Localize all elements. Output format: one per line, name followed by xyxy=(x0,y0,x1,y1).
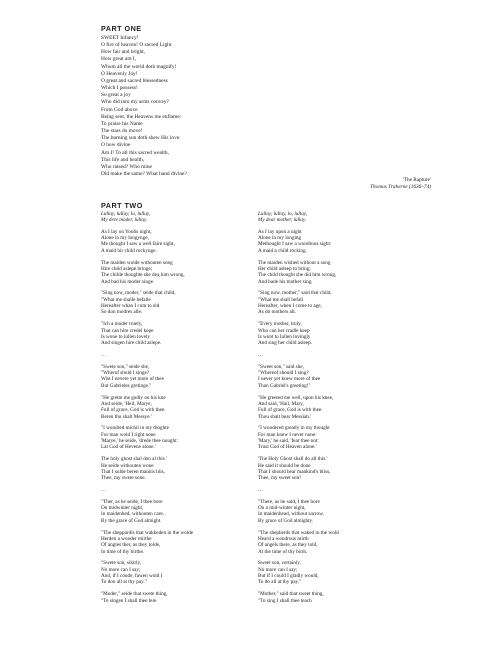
modern-english-line: "Whereof should I sing? xyxy=(258,370,309,377)
stanza xyxy=(258,364,408,389)
middle-english-line: Me thought I saw a well faire sight, xyxy=(101,241,175,248)
middle-english-line: "Sing now, moder," seide that child, xyxy=(101,290,176,297)
stanza xyxy=(101,591,251,604)
middle-english-line: That can hire credel kepe xyxy=(101,327,154,334)
modern-english-column xyxy=(258,211,408,610)
stanza xyxy=(101,229,251,254)
middle-english-line: 'Marye,' he seide, 'drede thee nought: xyxy=(101,438,178,445)
middle-english-line: Lat God of Hevene alone.' xyxy=(101,444,156,451)
middle-english-line: For man wold I right none xyxy=(101,431,156,438)
modern-english-line: Of angels there, as they told, xyxy=(258,542,318,549)
poem-line: How great am I, xyxy=(101,56,137,63)
modern-english-line: Who can her cradle keep xyxy=(258,327,310,334)
modern-english-line: That I should bear mankind's bliss, xyxy=(258,469,331,475)
middle-english-line: "Wherof shuld I singe? xyxy=(101,370,150,377)
modern-english-line: Lullay, lullay, la, lullay, xyxy=(258,211,308,217)
modern-english-line: Alone in my longing xyxy=(258,235,302,242)
stanza xyxy=(101,364,251,389)
middle-english-line: No more can I say; xyxy=(101,566,141,573)
middle-english-line: Of angles ther, as they tolde, xyxy=(101,542,161,549)
poem-line: So great a joy xyxy=(101,92,131,99)
middle-english-line: On midwinter night, xyxy=(101,505,144,512)
modern-english-line: Thou shalt bear Messiah.' xyxy=(258,413,312,420)
modern-english-line: … xyxy=(258,352,264,359)
middle-english-line: In maidenhed, withouten care, xyxy=(101,511,164,518)
modern-english-line: Than Gabriel's greeting!" xyxy=(258,382,311,389)
omission-marker xyxy=(258,352,408,358)
modern-english-line: 'The Holy Ghost shall do all this.' xyxy=(258,456,328,463)
modern-english-line: Sweet son, certainly, xyxy=(258,560,301,567)
middle-english-line: And singen hire child aslepe. xyxy=(101,340,162,347)
middle-english-line: "Swete son," seide she, xyxy=(101,363,150,370)
poem-line: O great and sacred blessedness xyxy=(101,77,168,84)
modern-english-line: To do all at thy pay." xyxy=(258,579,302,586)
middle-english-line: And, if I coude, fawen wold I xyxy=(101,573,163,580)
poem-line: Am I! To all this sacred wealth, xyxy=(101,149,169,156)
modern-english-line: No more can I say; xyxy=(258,566,298,573)
middle-english-line: As I lay on Yoolis night, xyxy=(101,228,152,235)
modern-english-line: On a mid-winter night, xyxy=(258,505,306,512)
stanza xyxy=(258,591,408,604)
stanza xyxy=(101,290,251,315)
poem-line: Who raised? Who mine xyxy=(101,163,152,170)
modern-english-line: For man knew I never none: xyxy=(258,431,317,438)
modern-english-line: "Every mother, truly, xyxy=(258,321,302,328)
modern-english-line: "Mother," said that sweet thing, xyxy=(258,591,324,598)
poem-line: Which I possess! xyxy=(101,85,138,92)
stanza xyxy=(101,260,251,285)
omission-marker xyxy=(258,487,408,493)
middle-english-line: The childe thoughte she dед him wrong, xyxy=(101,272,185,279)
middle-english-line: "Ther, as he seide, I thee bore xyxy=(101,498,163,505)
poem-line: The stars do move! xyxy=(101,128,143,135)
middle-english-line: Full of grace, God is with thee. xyxy=(101,407,166,414)
modern-english-line: As do mothers all. xyxy=(258,309,297,316)
poem-line: To praise his Name xyxy=(101,120,143,127)
poem-line: Being sent, the Heavens me enflame: xyxy=(101,113,182,120)
modern-english-line: "He greeted me well, upon his knee, xyxy=(258,394,334,401)
modern-english-line: I never yet knew more of thee xyxy=(258,376,321,383)
middle-english-column xyxy=(101,211,251,610)
middle-english-line: "Swete son, sikirly, xyxy=(101,560,142,567)
modern-english-line: Hereafter, when I come to age, xyxy=(258,303,322,310)
middle-english-line: "The sheppardis that wakkeden in the wolde xyxy=(101,529,194,536)
middle-english-line: Hire child aslepe bringe; xyxy=(101,265,153,272)
middle-english-line: Lullay, lullay, la, lullay, xyxy=(101,211,151,217)
poem-line: Did make the same? What hand divine? xyxy=(101,170,187,177)
modern-english-line: "I wondered greatly in my thought xyxy=(258,425,330,432)
stanza xyxy=(101,499,251,524)
stanza xyxy=(258,425,408,450)
middle-english-line: Herden a wonder mirthe xyxy=(101,535,152,542)
middle-english-line: My dere moder, lullay. xyxy=(101,217,148,224)
modern-english-line: 'Mary,' he said, 'fear thee not: xyxy=(258,438,319,445)
modern-english-line: "What me shall befall xyxy=(258,296,304,303)
refrain xyxy=(258,211,408,224)
modern-english-line: "To sing I shall thee teach xyxy=(258,597,312,604)
modern-english-line: He said it should be done xyxy=(258,462,311,469)
stanza xyxy=(101,425,251,450)
modern-english-line: And said, 'Hail, Mary, xyxy=(258,400,304,407)
modern-english-line: Is wont to lullen lovingly xyxy=(258,334,311,340)
stanza xyxy=(101,395,251,420)
modern-english-line: Her child asleep to bring; xyxy=(258,265,311,272)
stanza xyxy=(258,456,408,481)
stanza xyxy=(258,395,408,420)
middle-english-line: The holy ghost shal don al this.' xyxy=(101,456,167,463)
middle-english-line: "Moder," seide that swete thing, xyxy=(101,591,168,598)
modern-english-line: By grace of God almighty. xyxy=(258,517,314,524)
poem-line: Who did into my arms convey? xyxy=(101,99,169,106)
poem-line: The burning sun doth shew His love. xyxy=(101,135,181,142)
stanza xyxy=(258,290,408,315)
poem-line: O how divine xyxy=(101,142,131,149)
modern-english-line: "Sing now, mother," said that child, xyxy=(258,290,332,297)
source-author: Thomas Traherne (1636–74) xyxy=(370,184,431,190)
stanza xyxy=(258,260,408,285)
middle-english-line: … xyxy=(101,352,107,359)
modern-english-line: The maiden wished without a song xyxy=(258,259,331,266)
stanza xyxy=(101,456,251,481)
source-title: 'The Rapture' xyxy=(402,177,431,183)
modern-english-line: And sing her child asleep. xyxy=(258,340,313,347)
middle-english-line: So don modres alle. xyxy=(101,309,143,316)
poem-line: O fire of heaven! O sacred Light xyxy=(101,42,172,49)
modern-english-line: At the time of thy birth. xyxy=(258,548,308,555)
modern-english-line: As I lay upon a night xyxy=(258,228,302,235)
part-one-heading: PART ONE xyxy=(101,24,142,33)
omission-marker xyxy=(101,487,251,493)
middle-english-line: "He grette me godly on his kne xyxy=(101,394,166,401)
modern-english-line: "The shepherds that waked in the wold xyxy=(258,529,339,536)
modern-english-line: The child thought she did him wrong, xyxy=(258,272,337,279)
poem-line: Whom all the world doth magnify! xyxy=(101,63,177,70)
middle-english-line: In time of thy birthe. xyxy=(101,548,145,555)
middle-english-line: "I wondred michil in my thoghte xyxy=(101,425,169,432)
refrain xyxy=(101,211,251,224)
middle-english-line: Beren thu shalt Messye.' xyxy=(101,413,152,420)
poem-line: From God above xyxy=(101,106,138,113)
modern-english-line: But if I could I gladly would, xyxy=(258,573,319,580)
stanza xyxy=(258,229,408,254)
modern-english-line: Thee, my sweet son! xyxy=(258,475,301,482)
stanza xyxy=(258,321,408,346)
poem-line: O Heavenly Joy! xyxy=(101,70,138,77)
middle-english-line: That I sulde beren mannis blis, xyxy=(101,469,165,475)
middle-english-line: But Gabrieles gretinge." xyxy=(101,382,152,389)
poem-line: SWEET Infancy! xyxy=(101,35,139,41)
middle-english-line: Is wone to lullen lovely xyxy=(101,334,150,340)
stanza xyxy=(101,530,251,555)
stanza xyxy=(258,530,408,555)
middle-english-line: … xyxy=(101,487,107,494)
middle-english-line: A maid hir child rockynge. xyxy=(101,247,157,254)
modern-english-line: Full of grace, God is with thee. xyxy=(258,407,323,414)
attribution xyxy=(370,177,431,191)
middle-english-line: Alone in my longynge, xyxy=(101,235,149,242)
stanza xyxy=(258,499,408,524)
middle-english-line: And bad his moder singe. xyxy=(101,278,155,285)
middle-english-line: Hereafter whan I cum to eld xyxy=(101,303,160,310)
middle-english-line: Wist I nevere yet more of thee xyxy=(101,376,164,383)
stanza xyxy=(258,560,408,585)
part-two-heading: PART TWO xyxy=(101,201,143,210)
poem-line: This life and health, xyxy=(101,156,145,163)
middle-english-line: And seide, 'Heil, Marye, xyxy=(101,400,152,407)
stanza xyxy=(101,321,251,346)
modern-english-line: In maidenhead, without sorrow, xyxy=(258,511,324,518)
omission-marker xyxy=(101,352,251,358)
part-one-poem xyxy=(101,35,401,178)
middle-english-line: "To singen I shall thee lere xyxy=(101,597,157,604)
modern-english-line: Methought I saw a wondrous sight: xyxy=(258,241,332,248)
stanza xyxy=(101,560,251,585)
modern-english-line: My dear mother, lullay. xyxy=(258,217,307,224)
modern-english-line: "Sweet son," said she, xyxy=(258,363,304,370)
modern-english-line: And bade his mother sing. xyxy=(258,278,313,285)
modern-english-line: Heard a wondrous mirth xyxy=(258,535,309,542)
middle-english-line: To don all at thy pay." xyxy=(101,579,147,586)
modern-english-line: "There, as he said, I thee bore xyxy=(258,498,320,505)
modern-english-line: … xyxy=(258,487,264,494)
modern-english-line: Trust God of Heaven alone.' xyxy=(258,444,317,451)
modern-english-line: A maid a child rocking. xyxy=(258,247,307,254)
middle-english-line: He seide withouten wone xyxy=(101,462,154,469)
middle-english-line: The maiden wolde withouten song xyxy=(101,259,173,266)
middle-english-line: "Ich a moder truely, xyxy=(101,321,143,328)
middle-english-line: "What me shalle befalle xyxy=(101,296,151,303)
middle-english-line: Thee, my swete sone. xyxy=(101,475,146,482)
poem-line: How fair and bright, xyxy=(101,49,146,56)
middle-english-line: By the grace of God almight. xyxy=(101,517,162,524)
